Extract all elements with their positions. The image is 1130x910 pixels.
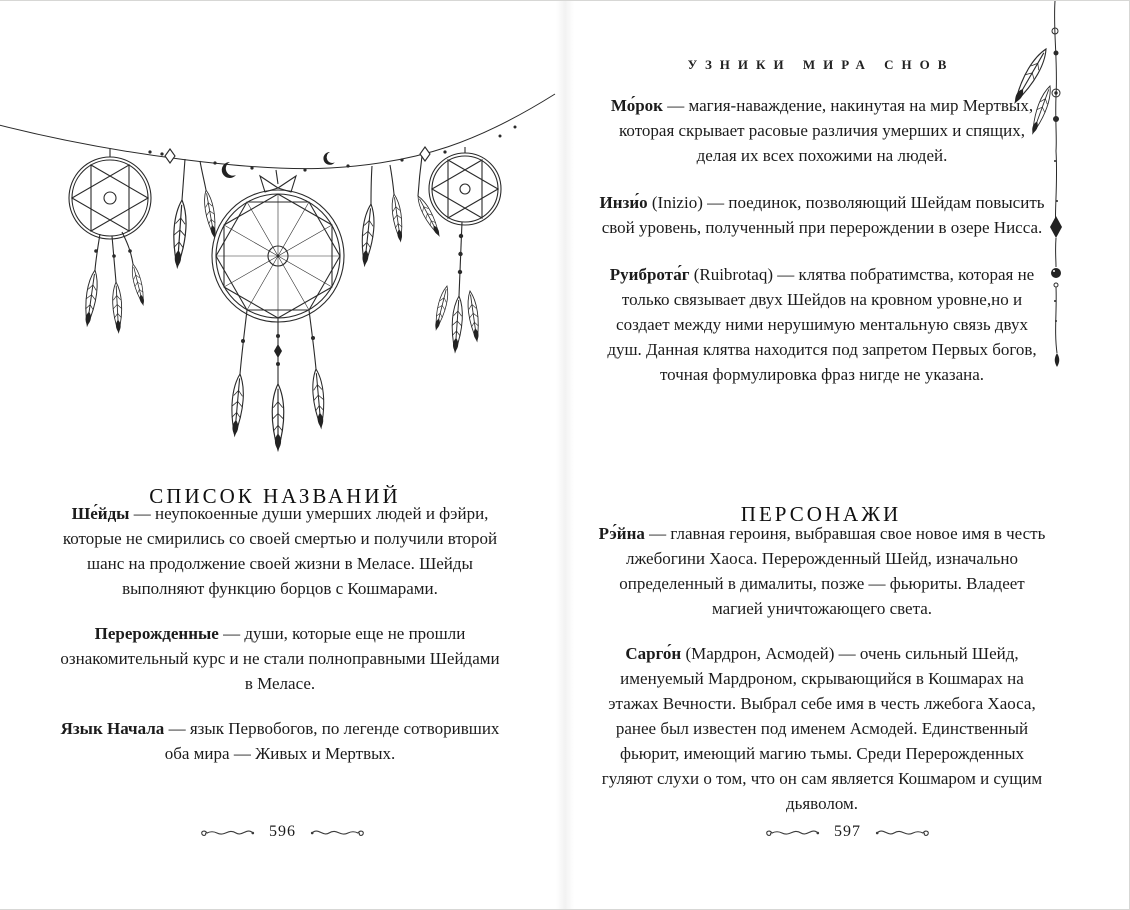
entry-body: — очень сильный Шейд, именуемый Мардроном, скрывающийся в Кошмарах на этажах Вечности. Выбрал себе имя в честь лжебога Хаоса, ранее был известен под именем Асмодей. Единственный фьюрит, имеющий магию тьмы. Среди Перерожденных гуляют слухи о том, что он сам является Кошмаром и сущим дьяволом. bbox=[601, 644, 1043, 813]
entry-body: — поединок, позволяющий Шейдам повысить свой уровень, полученный при перерождении в озере Нисса. bbox=[601, 193, 1045, 237]
character-entry bbox=[597, 521, 1047, 621]
entry-body: — язык Первобогов, по легенде сотворивших оба мира — Живых и Мертвых. bbox=[164, 719, 500, 763]
swirl-flourish-icon bbox=[768, 825, 820, 839]
entry-term-alt: (Inizio) bbox=[651, 193, 703, 212]
glossary-entry bbox=[597, 93, 1047, 168]
hanging-beads-feathers-icon bbox=[1010, 1, 1130, 381]
glossary-entry bbox=[597, 190, 1047, 240]
entry-term: Перерожденные bbox=[94, 624, 219, 643]
glossary-entry bbox=[60, 621, 500, 696]
right-page-heading: ПЕРСОНАЖИ bbox=[740, 502, 902, 527]
left-page bbox=[0, 1, 565, 910]
character-entry bbox=[597, 641, 1047, 816]
right-page-character-entries bbox=[597, 521, 1047, 836]
entry-term: Ше́йды bbox=[71, 504, 130, 523]
swirl-flourish-icon bbox=[203, 825, 255, 839]
left-page-heading: СПИСОК НАЗВАНИЙ bbox=[149, 484, 401, 509]
swirl-flourish-icon bbox=[310, 825, 362, 839]
right-page-footer bbox=[565, 823, 1130, 841]
glossary-entry bbox=[60, 501, 500, 601]
page-number: 597 bbox=[834, 823, 861, 840]
left-page-entries bbox=[60, 501, 500, 786]
entry-term-alt: (Ruibrotaq) bbox=[693, 265, 774, 284]
glossary-entry bbox=[597, 262, 1047, 387]
entry-term: Руиброта́г bbox=[609, 265, 690, 284]
entry-term: Язык Начала bbox=[60, 719, 165, 738]
left-page-footer bbox=[0, 823, 565, 841]
entry-body: — неупокоенные души умерших людей и фэйри, которые не смирились со своей смертью и получили второй шанс на продолжение своей жизни в Меласе. Шейды выполняют функцию борцов с Кошмарами. bbox=[62, 504, 498, 598]
page-number: 596 bbox=[269, 823, 296, 840]
entry-body: — магия-наваждение, накинутая на мир Мертвых, которая скрывает расовые различия умерших и спящих, делая их всех похожими на людей. bbox=[619, 96, 1034, 165]
entry-term: Сарго́н bbox=[625, 644, 682, 663]
entry-body: — главная героиня, выбравшая свое новое имя в честь лжебогини Хаоса. Перерожденный Шейд, изначально определенный в дималиты, позже — фьюриты. Владеет магией уничтожающего света. bbox=[619, 524, 1046, 618]
right-page-glossary-entries bbox=[597, 93, 1047, 409]
entry-term: Мо́рок bbox=[610, 96, 663, 115]
glossary-entry bbox=[60, 716, 500, 766]
entry-term: Рэ́йна bbox=[598, 524, 645, 543]
entry-term-alt: (Мардрон, Асмодей) bbox=[685, 644, 835, 663]
entry-body: — клятва побратимства, которая не только связывает двух Шейдов на кровном уровне,но и создает между ними нерушимую ментальную связь двух душ. Данная клятва находится под запретом Первых богов, точная формулировка фраз нигде не указана. bbox=[607, 265, 1037, 384]
entry-body: — души, которые еще не прошли ознакомительный курс и не стали полноправными Шейдами в Меласе. bbox=[60, 624, 500, 693]
dreamcatcher-icon bbox=[0, 86, 565, 466]
swirl-flourish-icon bbox=[875, 825, 927, 839]
running-header: УЗНИКИ МИРА СНОВ bbox=[687, 57, 955, 72]
entry-term: Инзи́о bbox=[599, 193, 648, 212]
